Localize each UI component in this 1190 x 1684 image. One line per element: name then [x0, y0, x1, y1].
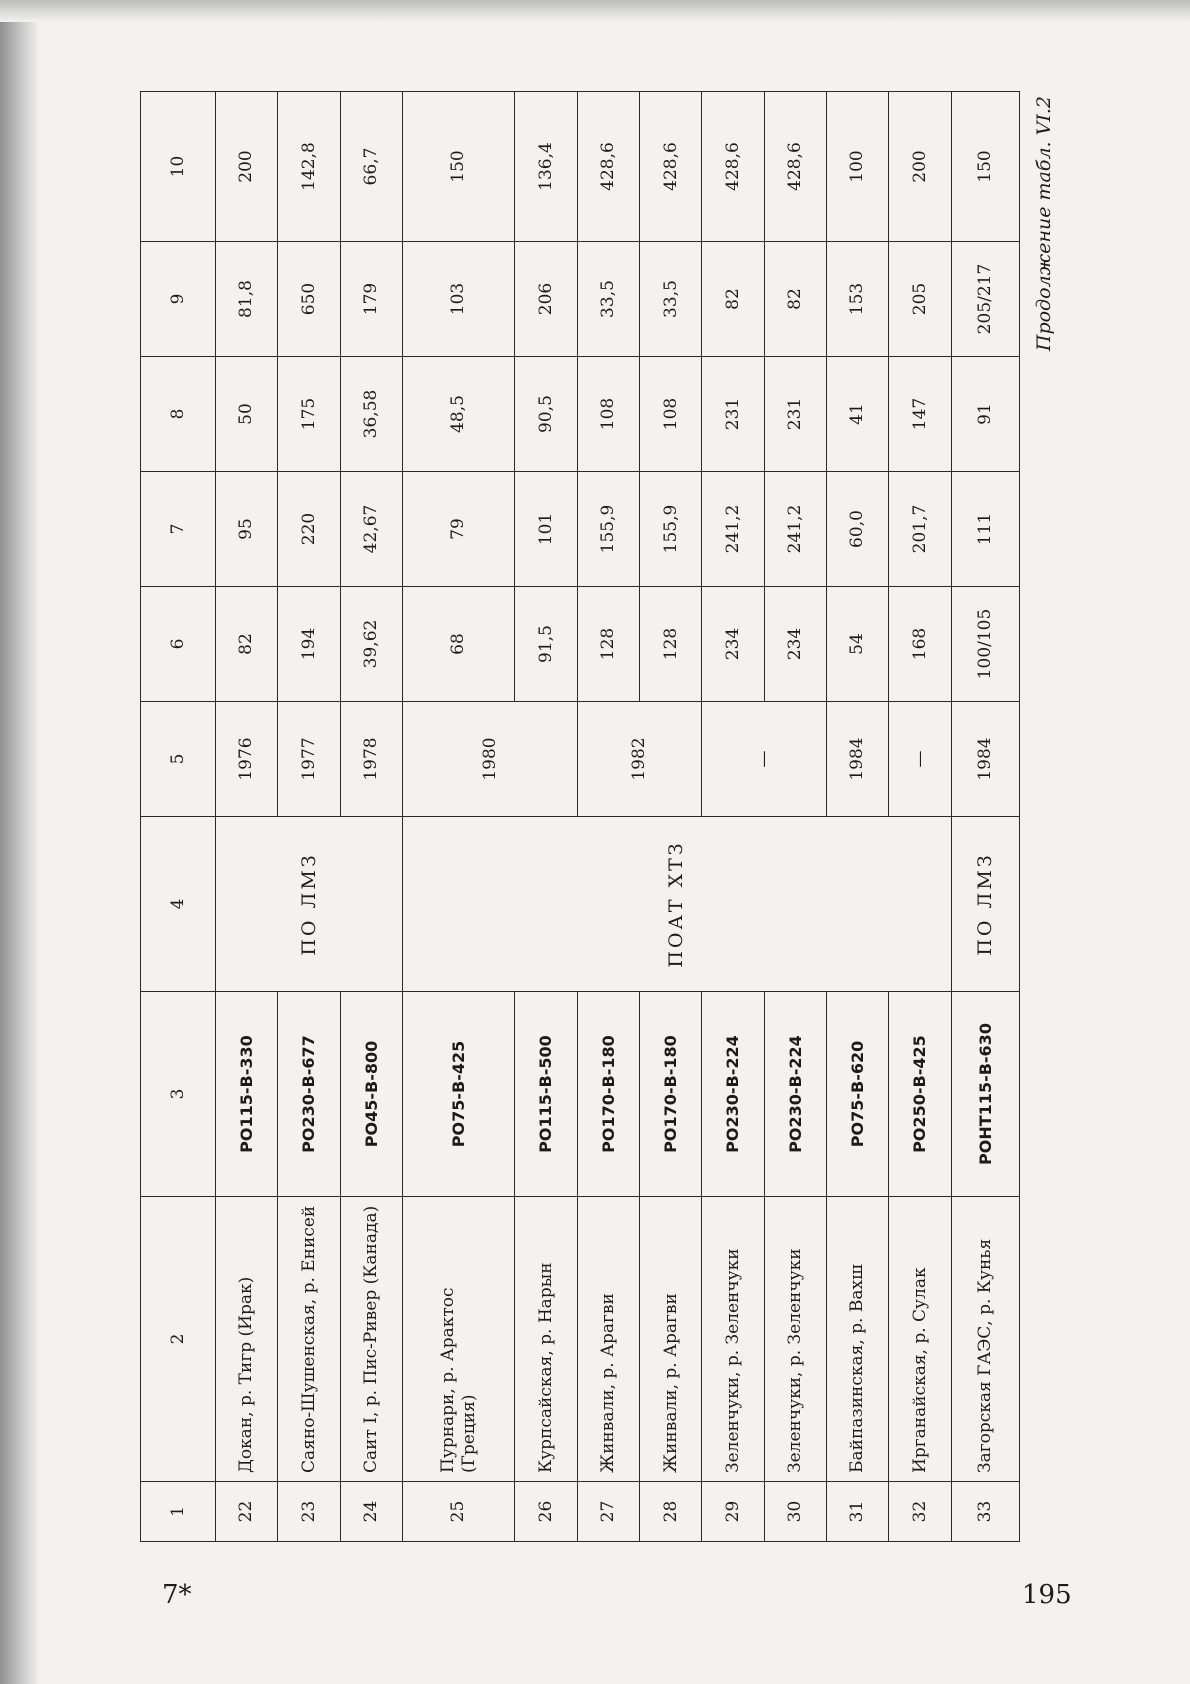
value-cell-6: 128: [640, 587, 702, 702]
value-cell-8: 90,5: [515, 357, 577, 472]
header-row: [141, 92, 216, 1542]
turbine-type-cell: РО170-В-180: [640, 992, 702, 1197]
value-cell-9: 82: [764, 242, 826, 357]
header-cell-7: 7: [141, 472, 216, 587]
header-cell-8: 8: [141, 357, 216, 472]
value-cell-7: 42,67: [340, 472, 402, 587]
value-cell-7: 101: [515, 472, 577, 587]
value-cell-9: 81,8: [216, 242, 278, 357]
value-cell-6: 128: [577, 587, 639, 702]
turbine-type-cell: РО230-В-224: [702, 992, 764, 1197]
value-cell-8: 231: [702, 357, 764, 472]
row-number-cell: 31: [827, 1482, 889, 1542]
year-cell: —: [702, 702, 827, 817]
hydro-turbine-table: [140, 91, 1020, 1542]
value-cell-9: 206: [515, 242, 577, 357]
turbine-type-cell: РО230-В-677: [278, 992, 340, 1197]
row-number-cell: 30: [764, 1482, 826, 1542]
turbine-type-cell: РО230-В-224: [764, 992, 826, 1197]
value-cell-10: 136,4: [515, 92, 577, 242]
value-cell-6: 54: [827, 587, 889, 702]
scan-shadow-top: [0, 0, 1190, 22]
table-row: [216, 92, 278, 1542]
value-cell-8: 91: [951, 357, 1019, 472]
turbine-type-cell: РО170-В-180: [577, 992, 639, 1197]
turbine-type-cell: РО115-В-330: [216, 992, 278, 1197]
station-name-cell: Пурнари, р. Арактос (Греция): [402, 1197, 514, 1482]
header-cell-1: 1: [141, 1482, 216, 1542]
station-name-cell: Саяно-Шушенская, р. Енисей: [278, 1197, 340, 1482]
value-cell-10: 150: [951, 92, 1019, 242]
page-number: 195: [1022, 1580, 1072, 1610]
value-cell-9: 33,5: [640, 242, 702, 357]
value-cell-8: 48,5: [402, 357, 514, 472]
turbine-type-cell: РО250-В-425: [889, 992, 951, 1197]
year-cell: 1984: [827, 702, 889, 817]
manufacturer-cell: ПО ЛМЗ: [216, 817, 403, 992]
value-cell-8: 36,58: [340, 357, 402, 472]
value-cell-9: 103: [402, 242, 514, 357]
year-cell: 1978: [340, 702, 402, 817]
rotated-table-block: [140, 92, 1068, 1542]
value-cell-6: 234: [764, 587, 826, 702]
station-name-cell: Зеленчуки, р. Зеленчуки: [764, 1197, 826, 1482]
value-cell-8: 231: [764, 357, 826, 472]
header-cell-5: 5: [141, 702, 216, 817]
value-cell-6: 194: [278, 587, 340, 702]
station-name-cell: Байпазинская, р. Вахш: [827, 1197, 889, 1482]
turbine-type-cell: РОНТ115-В-630: [951, 992, 1019, 1197]
header-cell-2: 2: [141, 1197, 216, 1482]
value-cell-10: 428,6: [640, 92, 702, 242]
row-number-cell: 27: [577, 1482, 639, 1542]
value-cell-10: 428,6: [577, 92, 639, 242]
value-cell-10: 428,6: [764, 92, 826, 242]
row-number-cell: 28: [640, 1482, 702, 1542]
value-cell-7: 155,9: [577, 472, 639, 587]
value-cell-9: 205: [889, 242, 951, 357]
value-cell-9: 153: [827, 242, 889, 357]
value-cell-10: 428,6: [702, 92, 764, 242]
value-cell-6: 91,5: [515, 587, 577, 702]
value-cell-8: 108: [640, 357, 702, 472]
row-number-cell: 32: [889, 1482, 951, 1542]
row-number-cell: 33: [951, 1482, 1019, 1542]
value-cell-10: 66,7: [340, 92, 402, 242]
value-cell-7: 60,0: [827, 472, 889, 587]
value-cell-9: 82: [702, 242, 764, 357]
manufacturer-cell: ПО ЛМЗ: [951, 817, 1019, 992]
header-cell-9: 9: [141, 242, 216, 357]
value-cell-10: 150: [402, 92, 514, 242]
value-cell-8: 175: [278, 357, 340, 472]
year-cell: 1976: [216, 702, 278, 817]
year-cell: —: [889, 702, 951, 817]
year-cell: 1984: [951, 702, 1019, 817]
turbine-type-cell: РО45-В-800: [340, 992, 402, 1197]
value-cell-7: 155,9: [640, 472, 702, 587]
value-cell-9: 650: [278, 242, 340, 357]
station-name-cell: Зеленчуки, р. Зеленчуки: [702, 1197, 764, 1482]
header-cell-3: 3: [141, 992, 216, 1197]
table-caption: Продолжение табл. VI.2: [1033, 96, 1055, 352]
value-cell-7: 241,2: [764, 472, 826, 587]
year-cell: 1982: [577, 702, 702, 817]
value-cell-6: 82: [216, 587, 278, 702]
station-name-cell: Саит I, р. Пис-Ривер (Канада): [340, 1197, 402, 1482]
header-cell-10: 10: [141, 92, 216, 242]
value-cell-7: 95: [216, 472, 278, 587]
station-name-cell: Жинвали, р. Арагви: [577, 1197, 639, 1482]
station-name-cell: Ирганайская, р. Сулак: [889, 1197, 951, 1482]
value-cell-7: 111: [951, 472, 1019, 587]
year-cell: 1980: [402, 702, 577, 817]
row-number-cell: 22: [216, 1482, 278, 1542]
header-cell-6: 6: [141, 587, 216, 702]
value-cell-6: 68: [402, 587, 514, 702]
value-cell-6: 39,62: [340, 587, 402, 702]
value-cell-7: 241,2: [702, 472, 764, 587]
turbine-type-cell: РО75-В-620: [827, 992, 889, 1197]
value-cell-7: 201,7: [889, 472, 951, 587]
row-number-cell: 29: [702, 1482, 764, 1542]
value-cell-8: 108: [577, 357, 639, 472]
page-signature: 7*: [162, 1580, 192, 1610]
row-number-cell: 24: [340, 1482, 402, 1542]
manufacturer-cell: ПОАТ ХТЗ: [402, 817, 951, 992]
value-cell-9: 205/217: [951, 242, 1019, 357]
turbine-type-cell: РО75-В-425: [402, 992, 514, 1197]
table-row: [402, 92, 514, 1542]
value-cell-10: 142,8: [278, 92, 340, 242]
scan-shadow-edge: [0, 0, 40, 1684]
row-number-cell: 23: [278, 1482, 340, 1542]
value-cell-6: 234: [702, 587, 764, 702]
station-name-cell: Загорская ГАЭС, р. Кунья: [951, 1197, 1019, 1482]
value-cell-6: 168: [889, 587, 951, 702]
value-cell-8: 147: [889, 357, 951, 472]
row-number-cell: 26: [515, 1482, 577, 1542]
value-cell-10: 200: [216, 92, 278, 242]
value-cell-9: 179: [340, 242, 402, 357]
value-cell-10: 200: [889, 92, 951, 242]
value-cell-6: 100/105: [951, 587, 1019, 702]
value-cell-8: 50: [216, 357, 278, 472]
value-cell-7: 79: [402, 472, 514, 587]
station-name-cell: Жинвали, р. Арагви: [640, 1197, 702, 1482]
row-number-cell: 25: [402, 1482, 514, 1542]
station-name-cell: Курпсайская, р. Нарын: [515, 1197, 577, 1482]
turbine-type-cell: РО115-В-500: [515, 992, 577, 1197]
value-cell-8: 41: [827, 357, 889, 472]
table-row: [951, 92, 1019, 1542]
year-cell: 1977: [278, 702, 340, 817]
station-name-cell: Докан, р. Тигр (Ирак): [216, 1197, 278, 1482]
header-cell-4: 4: [141, 817, 216, 992]
value-cell-9: 33,5: [577, 242, 639, 357]
value-cell-10: 100: [827, 92, 889, 242]
value-cell-7: 220: [278, 472, 340, 587]
